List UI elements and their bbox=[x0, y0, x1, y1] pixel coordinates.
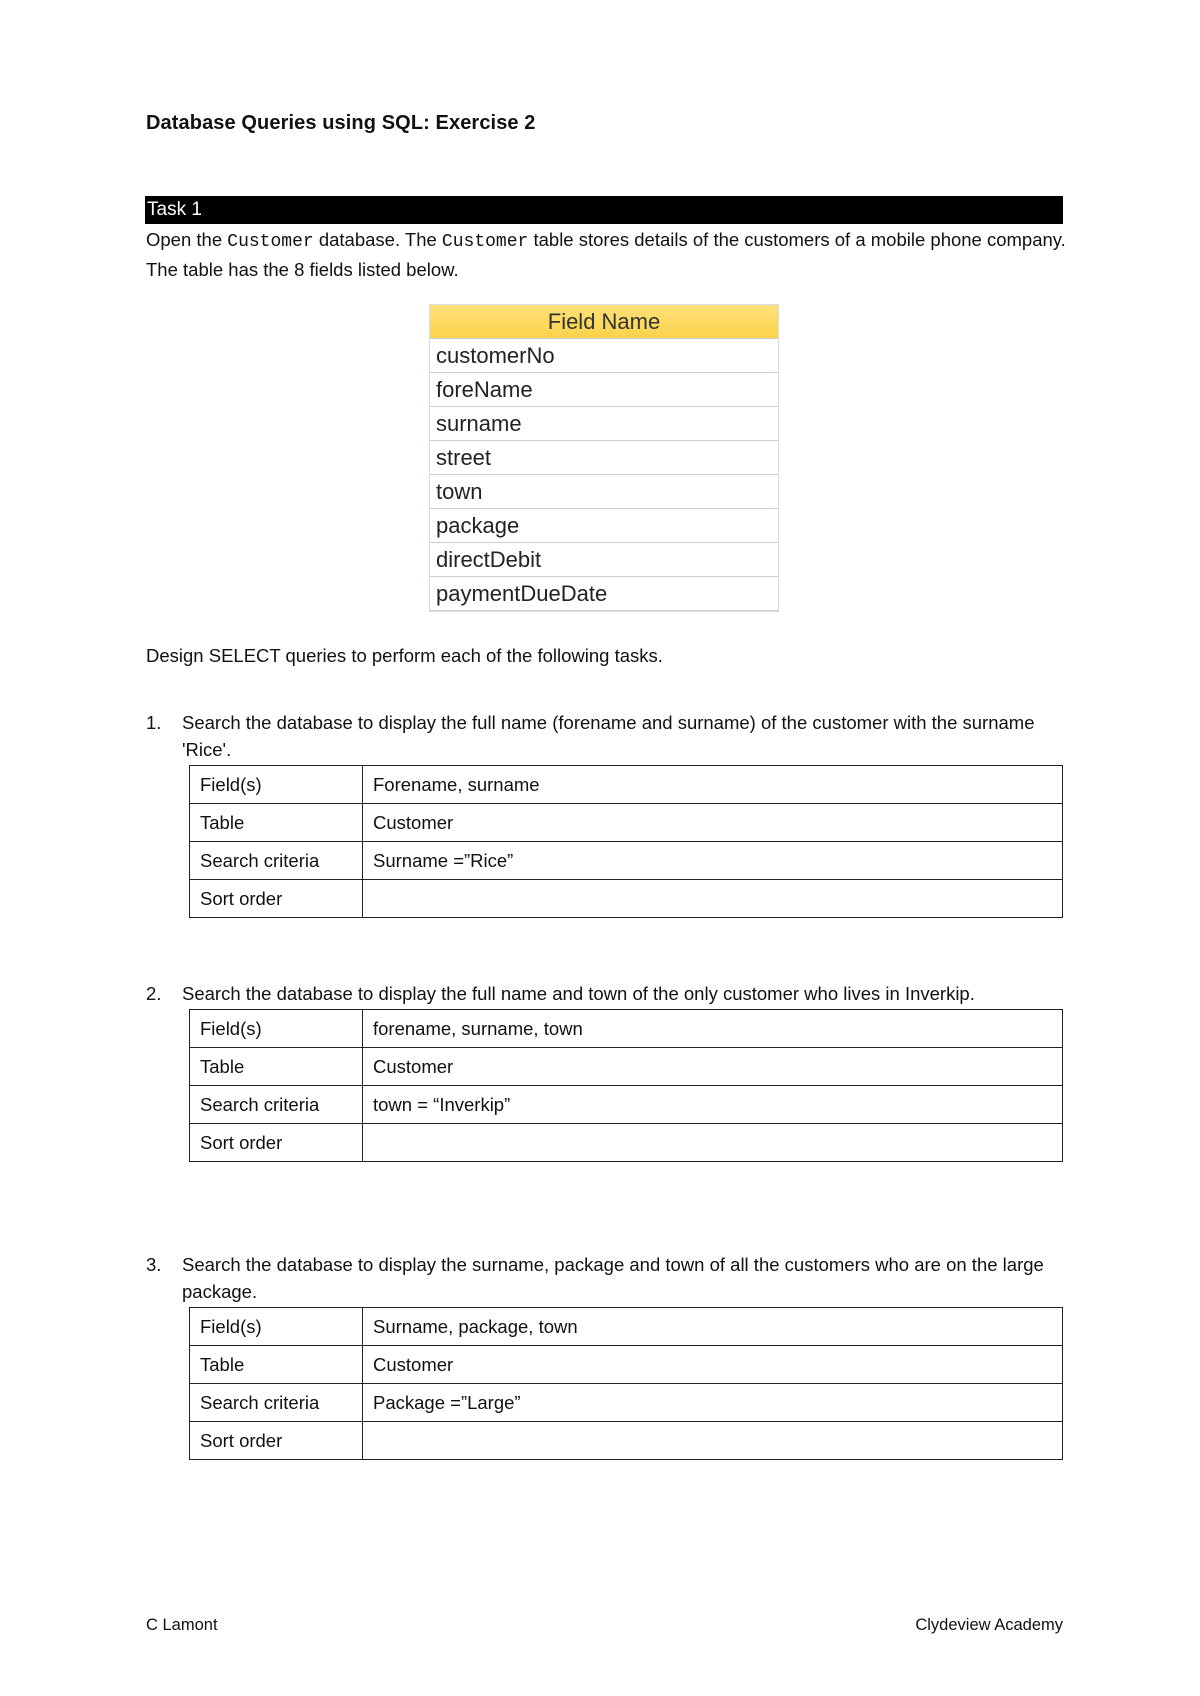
row-label: Search criteria bbox=[190, 1384, 363, 1422]
row-label: Field(s) bbox=[190, 1308, 363, 1346]
question-1 bbox=[146, 709, 1076, 918]
field-name-cell: paymentDueDate bbox=[430, 577, 778, 611]
intro-paragraph bbox=[146, 226, 1066, 284]
row-value bbox=[363, 880, 1063, 918]
question-text: Search the database to display the full name (forename and surname) of the customer with the surname 'Rice'. bbox=[182, 712, 1035, 760]
query-design-table bbox=[189, 1009, 1063, 1162]
table-row bbox=[190, 842, 1063, 880]
row-label: Field(s) bbox=[190, 1010, 363, 1048]
intro-text: database. The bbox=[313, 229, 442, 250]
table-row bbox=[190, 1422, 1063, 1460]
row-value: Customer bbox=[363, 804, 1063, 842]
field-name-cell: customerNo bbox=[430, 339, 778, 373]
table-row bbox=[190, 804, 1063, 842]
table-row bbox=[190, 1124, 1063, 1162]
query-design-table bbox=[189, 1307, 1063, 1460]
row-value: Forename, surname bbox=[363, 766, 1063, 804]
question-text: Search the database to display the full name and town of the only customer who lives in Inverkip. bbox=[182, 983, 975, 1004]
field-name-cell: town bbox=[430, 475, 778, 509]
row-value: Surname =”Rice” bbox=[363, 842, 1063, 880]
row-label: Sort order bbox=[190, 1124, 363, 1162]
page-title: Database Queries using SQL: Exercise 2 bbox=[146, 112, 536, 134]
table-row bbox=[190, 1346, 1063, 1384]
row-label: Sort order bbox=[190, 1422, 363, 1460]
row-label: Search criteria bbox=[190, 842, 363, 880]
row-label: Search criteria bbox=[190, 1086, 363, 1124]
task-heading: Task 1 bbox=[145, 196, 1063, 224]
intro-code: Customer bbox=[227, 232, 314, 252]
field-name-cell: surname bbox=[430, 407, 778, 441]
intro-text: Open the bbox=[146, 229, 228, 250]
row-label: Table bbox=[190, 1048, 363, 1086]
question-number: 2. bbox=[146, 983, 162, 1004]
question-number: 3. bbox=[146, 1254, 162, 1275]
field-name-cell: foreName bbox=[430, 373, 778, 407]
row-value: Customer bbox=[363, 1048, 1063, 1086]
row-value: town = “Inverkip” bbox=[363, 1086, 1063, 1124]
question-3 bbox=[146, 1251, 1076, 1460]
question-text: Search the database to display the surname, package and town of all the customers who are on the large package. bbox=[182, 1254, 1044, 1302]
row-value: Surname, package, town bbox=[363, 1308, 1063, 1346]
table-row bbox=[190, 880, 1063, 918]
field-name-cell: directDebit bbox=[430, 543, 778, 577]
table-row bbox=[190, 1384, 1063, 1422]
row-label: Field(s) bbox=[190, 766, 363, 804]
question-text-block bbox=[146, 980, 1076, 1007]
row-label: Table bbox=[190, 1346, 363, 1384]
question-text-block bbox=[146, 709, 1076, 763]
question-text-block bbox=[146, 1251, 1076, 1305]
question-number: 1. bbox=[146, 712, 162, 733]
field-name-header: Field Name bbox=[430, 305, 778, 339]
field-name-cell: package bbox=[430, 509, 778, 543]
row-value bbox=[363, 1422, 1063, 1460]
footer-school: Clydeview Academy bbox=[915, 1616, 1063, 1634]
row-label: Sort order bbox=[190, 880, 363, 918]
table-row bbox=[190, 1086, 1063, 1124]
row-value: Package =”Large” bbox=[363, 1384, 1063, 1422]
intro-code: Customer bbox=[441, 232, 529, 252]
table-row bbox=[190, 1010, 1063, 1048]
row-value: Customer bbox=[363, 1346, 1063, 1384]
footer-author: C Lamont bbox=[146, 1616, 218, 1634]
intro-text: table stores details of the customers of a mobile phone company. The table has the 8 fields listed below. bbox=[146, 229, 1066, 280]
row-label: Table bbox=[190, 804, 363, 842]
question-2 bbox=[146, 980, 1076, 1162]
row-value bbox=[363, 1124, 1063, 1162]
field-name-cell: street bbox=[430, 441, 778, 475]
design-instruction: Design SELECT queries to perform each of the following tasks. bbox=[146, 645, 663, 666]
table-row bbox=[190, 1048, 1063, 1086]
row-value: forename, surname, town bbox=[363, 1010, 1063, 1048]
query-design-table bbox=[189, 765, 1063, 918]
table-row bbox=[190, 766, 1063, 804]
field-name-table bbox=[430, 305, 778, 611]
table-row bbox=[190, 1308, 1063, 1346]
